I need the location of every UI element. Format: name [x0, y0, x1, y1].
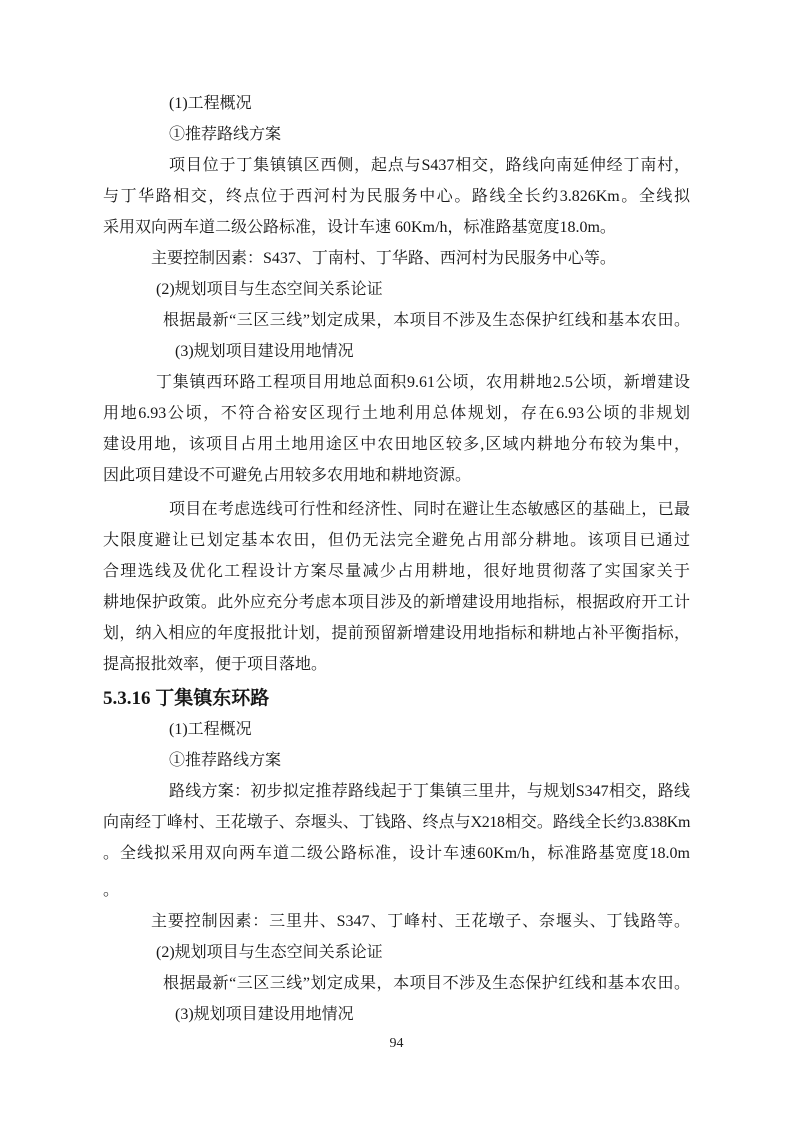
text-line: 大限度避让已划定基本农田，但仍无法完全避免占用部分耕地。该项目已通过 [103, 532, 690, 549]
text-line: 合理选线及优化工程设计方案尽量减少占用耕地，很好地贯彻落了实国家关于 [103, 563, 690, 580]
text-line-control-factors: 主要控制因素：三里井、S347、丁峰村、王花墩子、奈堰头、丁钱路等。 [151, 913, 690, 930]
list-label-project-overview: (1)工程概况 [169, 95, 252, 112]
list-label-land-use: (3)规划项目建设用地情况 [175, 343, 354, 360]
text-line: 因此项目建设不可避免占用较多农用地和耕地资源。 [103, 467, 472, 484]
text-line: 建设用地，该项目占用土地用途区中农田地区较多,区域内耕地分布较为集中， [103, 436, 690, 453]
list-label-land-use: (3)规划项目建设用地情况 [175, 1006, 354, 1023]
section-heading-5-3-16: 5.3.16 丁集镇东环路 [103, 688, 270, 709]
text-line: 。 [103, 882, 120, 899]
list-label-route-plan: ①推荐路线方案 [169, 126, 282, 143]
text-line: 丁集镇西环路工程项目用地总面积9.61公顷，农用耕地2.5公顷，新增建设 [156, 374, 690, 391]
text-line: 项目位于丁集镇镇区西侧，起点与S437相交，路线向南延伸经丁南村， [169, 157, 690, 174]
text-line: 根据最新“三区三线”划定成果，本项目不涉及生态保护红线和基本农田。 [163, 975, 690, 992]
text-line-control-factors: 主要控制因素：S437、丁南村、丁华路、西河村为民服务中心等。 [151, 250, 616, 267]
list-label-project-overview: (1)工程概况 [169, 721, 252, 738]
list-label-route-plan: ①推荐路线方案 [169, 752, 282, 769]
text-line: 划，纳入相应的年度报批计划，提前预留新增建设用地指标和耕地占补平衡指标， [103, 625, 690, 642]
text-line: 项目在考虑选线可行性和经济性、同时在避让生态敏感区的基础上，已最 [169, 501, 690, 518]
text-line: 耕地保护政策。此外应充分考虑本项目涉及的新增建设用地指标，根据政府开工计 [103, 594, 690, 611]
page-content [103, 88, 690, 1030]
text-line: 提高报批效率，便于项目落地。 [103, 656, 328, 673]
text-line: 根据最新“三区三线”划定成果，本项目不涉及生态保护红线和基本农田。 [163, 312, 690, 329]
text-line: 路线方案：初步拟定推荐路线起于丁集镇三里井，与规划S347相交，路线 [169, 783, 690, 800]
text-line: 用地6.93公顷，不符合裕安区现行土地利用总体规划，存在6.93公顷的非规划 [103, 405, 690, 422]
text-line: 与丁华路相交，终点位于西河村为民服务中心。路线全长约3.826Km。全线拟 [103, 188, 690, 205]
text-line: 向南经丁峰村、王花墩子、奈堰头、丁钱路、终点与X218相交。路线全长约3.838Km [103, 814, 690, 831]
page-number: 94 [389, 1036, 404, 1051]
text-line: 。全线拟采用双向两车道二级公路标准，设计车速60Km/h，标准路基宽度18.0m [103, 845, 690, 862]
list-label-eco-space: (2)规划项目与生态空间关系论证 [156, 281, 383, 298]
list-label-eco-space: (2)规划项目与生态空间关系论证 [156, 944, 383, 961]
text-line: 采用双向两车道二级公路标准，设计车速 60Km/h，标准路基宽度18.0m。 [103, 219, 616, 236]
